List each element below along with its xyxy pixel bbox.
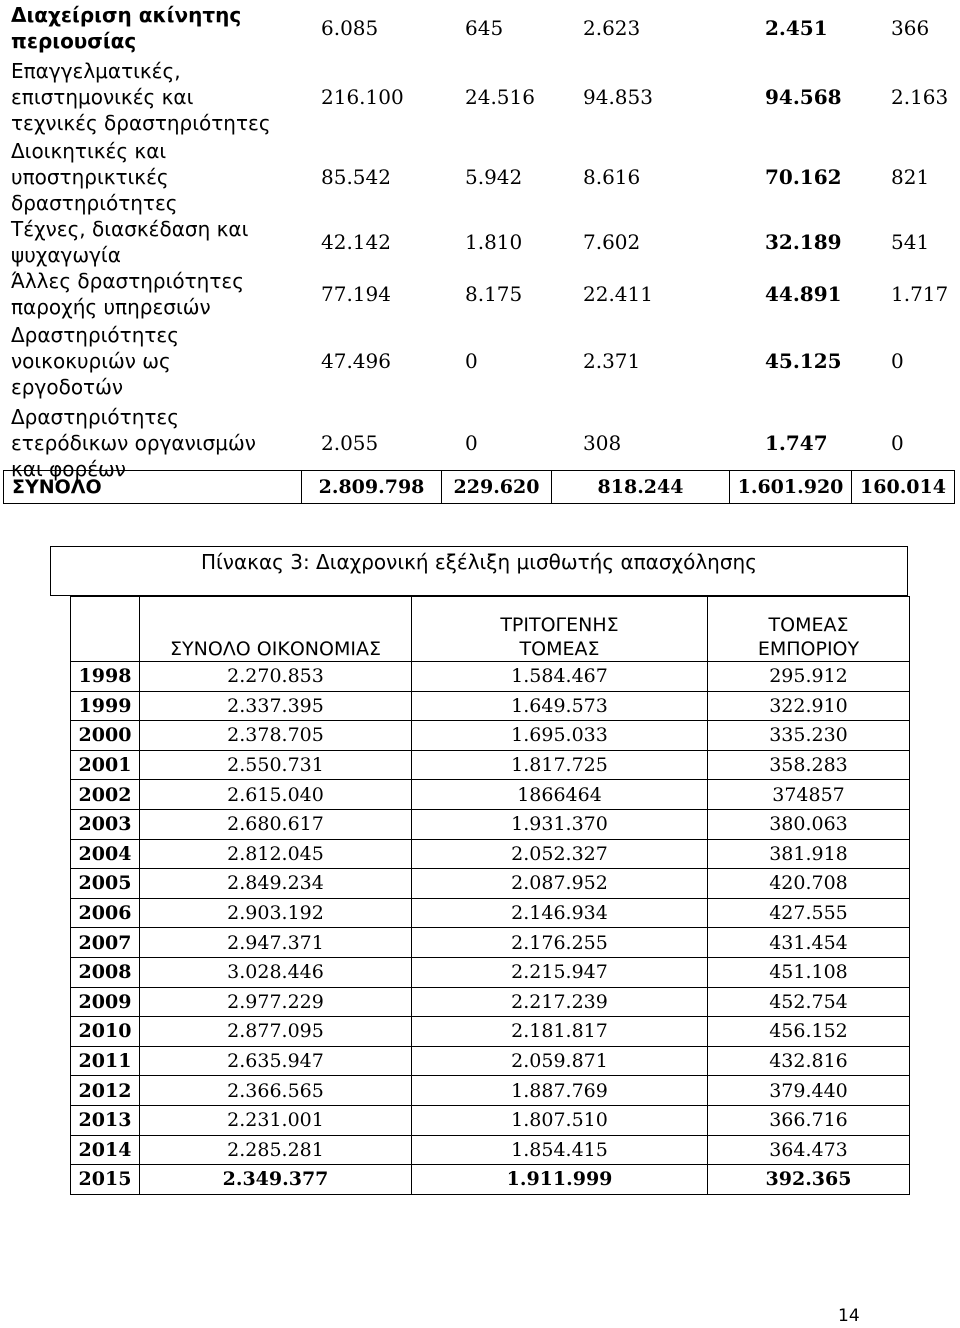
sector-row xyxy=(3,322,955,400)
value-cell: 2.947.371 xyxy=(140,928,412,958)
value-cell: 2.270.853 xyxy=(140,662,412,692)
year-cell: 1998 xyxy=(71,662,140,692)
sector-label xyxy=(3,138,293,216)
sector-label-line: νοικοκυριών ως xyxy=(11,349,171,373)
employment-timeseries-table xyxy=(70,596,910,1195)
table-row xyxy=(71,1046,910,1076)
value-cell: 295.912 xyxy=(708,662,910,692)
value-cell: 2.615.040 xyxy=(140,780,412,810)
sector-value: 308 xyxy=(583,431,622,455)
sector-value: 0 xyxy=(891,349,904,373)
value-cell: 2.812.045 xyxy=(140,839,412,869)
value-cell: 380.063 xyxy=(708,809,910,839)
value-cell: 2.337.395 xyxy=(140,691,412,721)
value-cell: 2.550.731 xyxy=(140,750,412,780)
sector-label-line: παροχής υπηρεσιών xyxy=(11,295,211,319)
value-cell: 2.680.617 xyxy=(140,809,412,839)
table-row xyxy=(71,1165,910,1195)
column-header xyxy=(71,597,140,662)
sector-value: 5.942 xyxy=(465,165,523,189)
column-header xyxy=(140,597,412,662)
table-row xyxy=(71,1076,910,1106)
value-cell: 2.217.239 xyxy=(412,987,708,1017)
total-value: 229.620 xyxy=(441,471,551,503)
value-cell: 2.146.934 xyxy=(412,898,708,928)
sector-row xyxy=(3,268,955,320)
value-cell: 392.365 xyxy=(708,1165,910,1195)
value-cell: 1.807.510 xyxy=(412,1105,708,1135)
value-cell: 3.028.446 xyxy=(140,957,412,987)
value-cell: 456.152 xyxy=(708,1017,910,1047)
sector-value: 2.055 xyxy=(321,431,379,455)
table-row xyxy=(71,691,910,721)
value-cell: 1.911.999 xyxy=(412,1165,708,1195)
value-cell: 2.877.095 xyxy=(140,1017,412,1047)
column-header-line: ΤΡΙΤΟΓΕΝΗΣ xyxy=(500,614,619,636)
year-cell: 2003 xyxy=(71,809,140,839)
table-row xyxy=(71,662,910,692)
sector-value: 44.891 xyxy=(765,282,842,306)
sector-label-line: Δραστηριότητες xyxy=(11,323,179,347)
year-cell: 2001 xyxy=(71,750,140,780)
value-cell: 431.454 xyxy=(708,928,910,958)
sector-label-line: Επαγγελματικές, xyxy=(11,59,181,83)
column-header-line: ΤΟΜΕΑΣ xyxy=(768,614,849,636)
sector-value: 1.717 xyxy=(891,282,949,306)
sector-value: 22.411 xyxy=(583,282,653,306)
sector-value: 2.451 xyxy=(765,16,828,40)
table-row xyxy=(71,780,910,810)
value-cell: 2.977.229 xyxy=(140,987,412,1017)
sector-value: 2.163 xyxy=(891,85,949,109)
sector-label xyxy=(3,2,293,54)
sector-table-total-row xyxy=(3,470,955,504)
value-cell: 2.366.565 xyxy=(140,1076,412,1106)
sector-row xyxy=(3,58,955,136)
table-row xyxy=(71,839,910,869)
value-cell: 1.649.573 xyxy=(412,691,708,721)
value-cell: 432.816 xyxy=(708,1046,910,1076)
value-cell: 2.635.947 xyxy=(140,1046,412,1076)
table-row xyxy=(71,869,910,899)
sector-value: 77.194 xyxy=(321,282,391,306)
value-cell: 1.817.725 xyxy=(412,750,708,780)
value-cell: 427.555 xyxy=(708,898,910,928)
sector-value: 541 xyxy=(891,230,930,254)
total-label: ΣΥΝΟΛΟ xyxy=(3,471,301,503)
sector-value: 85.542 xyxy=(321,165,391,189)
year-cell: 2005 xyxy=(71,869,140,899)
total-value: 1.601.920 xyxy=(729,471,851,503)
sector-label-line: Τέχνες, διασκέδαση και xyxy=(11,217,249,241)
sector-value: 70.162 xyxy=(765,165,842,189)
value-cell: 364.473 xyxy=(708,1135,910,1165)
sector-label-line: Διοικητικές και xyxy=(11,139,167,163)
total-value: 160.014 xyxy=(851,471,955,503)
sector-value: 645 xyxy=(465,16,504,40)
year-cell: 2015 xyxy=(71,1165,140,1195)
column-header-line: ΤΟΜΕΑΣ xyxy=(519,638,600,660)
sector-value: 94.568 xyxy=(765,85,842,109)
year-cell: 1999 xyxy=(71,691,140,721)
table-row xyxy=(71,1105,910,1135)
value-cell: 2.181.817 xyxy=(412,1017,708,1047)
sector-value: 0 xyxy=(465,349,478,373)
table-row xyxy=(71,928,910,958)
table-row xyxy=(71,1017,910,1047)
table-row xyxy=(71,809,910,839)
sector-row xyxy=(3,216,955,268)
sector-value: 6.085 xyxy=(321,16,379,40)
sector-label-line: Δραστηριότητες xyxy=(11,405,179,429)
sector-value: 1.747 xyxy=(765,431,828,455)
sector-value: 1.810 xyxy=(465,230,523,254)
value-cell: 2.059.871 xyxy=(412,1046,708,1076)
value-cell: 1.854.415 xyxy=(412,1135,708,1165)
sector-label xyxy=(3,216,293,268)
year-cell: 2014 xyxy=(71,1135,140,1165)
sector-label-line: υποστηρικτικές xyxy=(11,165,169,189)
value-cell: 1.695.033 xyxy=(412,721,708,751)
sector-value: 45.125 xyxy=(765,349,842,373)
table-row xyxy=(71,898,910,928)
sector-label-line: Διαχείριση ακίνητης xyxy=(11,3,242,27)
table-row xyxy=(71,750,910,780)
value-cell: 1866464 xyxy=(412,780,708,810)
value-cell: 322.910 xyxy=(708,691,910,721)
year-cell: 2010 xyxy=(71,1017,140,1047)
value-cell: 2.087.952 xyxy=(412,869,708,899)
sector-value: 32.189 xyxy=(765,230,842,254)
sector-label-line: τεχνικές δραστηριότητες xyxy=(11,111,271,135)
sector-value: 8.616 xyxy=(583,165,641,189)
value-cell: 420.708 xyxy=(708,869,910,899)
sector-label-line: εργοδοτών xyxy=(11,375,124,399)
table-row xyxy=(71,987,910,1017)
year-cell: 2000 xyxy=(71,721,140,751)
value-cell: 366.716 xyxy=(708,1105,910,1135)
value-cell: 379.440 xyxy=(708,1076,910,1106)
value-cell: 2.285.281 xyxy=(140,1135,412,1165)
year-cell: 2004 xyxy=(71,839,140,869)
sector-value: 366 xyxy=(891,16,930,40)
sector-label-line: και φορέων xyxy=(11,457,126,481)
value-cell: 2.849.234 xyxy=(140,869,412,899)
page-number: 14 xyxy=(838,1306,860,1326)
sector-label-line: περιουσίας xyxy=(11,29,137,53)
column-header-line: ΣΥΝΟΛΟ ΟΙΚΟΝΟΜΙΑΣ xyxy=(170,638,381,660)
sector-label xyxy=(3,58,293,136)
year-cell: 2006 xyxy=(71,898,140,928)
year-cell: 2013 xyxy=(71,1105,140,1135)
value-cell: 451.108 xyxy=(708,957,910,987)
year-cell: 2011 xyxy=(71,1046,140,1076)
year-cell: 2009 xyxy=(71,987,140,1017)
value-cell: 2.176.255 xyxy=(412,928,708,958)
sector-label xyxy=(3,268,293,320)
sector-value: 216.100 xyxy=(321,85,404,109)
sector-value: 7.602 xyxy=(583,230,641,254)
sector-label-line: ετερόδικων οργανισμών xyxy=(11,431,256,455)
table-row xyxy=(71,721,910,751)
sector-label-line: Άλλες δραστηριότητες xyxy=(11,269,244,293)
table-title: Πίνακας 3: Διαχρονική εξέλιξη μισθωτής απασχόλησης xyxy=(50,546,908,596)
column-header-line: ΕΜΠΟΡΙΟΥ xyxy=(757,638,860,660)
table-row xyxy=(71,1135,910,1165)
sector-value: 2.371 xyxy=(583,349,641,373)
total-value: 2.809.798 xyxy=(301,471,441,503)
value-cell: 2.903.192 xyxy=(140,898,412,928)
value-cell: 2.378.705 xyxy=(140,721,412,751)
value-cell: 1.584.467 xyxy=(412,662,708,692)
sector-value: 94.853 xyxy=(583,85,653,109)
sector-label-line: επιστημονικές και xyxy=(11,85,194,109)
sector-label xyxy=(3,322,293,400)
sector-value: 0 xyxy=(891,431,904,455)
column-header xyxy=(412,597,708,662)
sector-row xyxy=(3,2,955,54)
sector-row xyxy=(3,138,955,216)
value-cell: 1.931.370 xyxy=(412,809,708,839)
sector-label-line: δραστηριότητες xyxy=(11,191,178,215)
value-cell: 335.230 xyxy=(708,721,910,751)
value-cell: 381.918 xyxy=(708,839,910,869)
sector-value: 47.496 xyxy=(321,349,391,373)
sector-value: 821 xyxy=(891,165,930,189)
value-cell: 2.052.327 xyxy=(412,839,708,869)
sector-value: 8.175 xyxy=(465,282,523,306)
table-row xyxy=(71,957,910,987)
sector-value: 2.623 xyxy=(583,16,641,40)
value-cell: 2.349.377 xyxy=(140,1165,412,1195)
value-cell: 358.283 xyxy=(708,750,910,780)
value-cell: 452.754 xyxy=(708,987,910,1017)
total-value: 818.244 xyxy=(551,471,729,503)
year-cell: 2012 xyxy=(71,1076,140,1106)
sector-value: 42.142 xyxy=(321,230,391,254)
value-cell: 2.215.947 xyxy=(412,957,708,987)
value-cell: 374857 xyxy=(708,780,910,810)
value-cell: 2.231.001 xyxy=(140,1105,412,1135)
sector-value: 24.516 xyxy=(465,85,535,109)
year-cell: 2007 xyxy=(71,928,140,958)
column-header xyxy=(708,597,910,662)
sector-label-line: ψυχαγωγία xyxy=(11,243,121,267)
sector-value: 0 xyxy=(465,431,478,455)
year-cell: 2008 xyxy=(71,957,140,987)
year-cell: 2002 xyxy=(71,780,140,810)
value-cell: 1.887.769 xyxy=(412,1076,708,1106)
